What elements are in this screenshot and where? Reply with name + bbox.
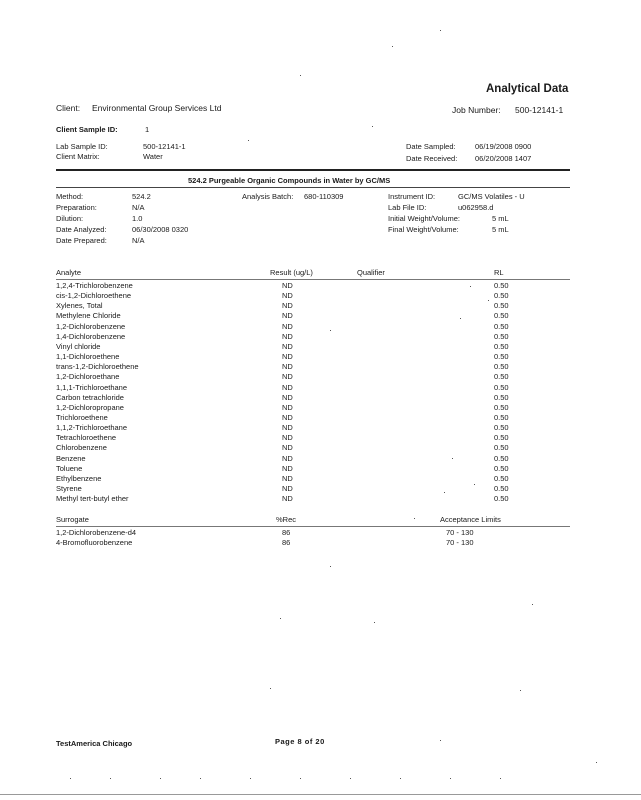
result-header: Result (ug/L) xyxy=(270,268,313,277)
analyte-cell: Styrene xyxy=(56,484,82,493)
scan-edge-line xyxy=(0,794,641,795)
rl-cell: 0.50 xyxy=(494,392,509,402)
rl-cell: 0.50 xyxy=(494,362,509,372)
date-prepared-label: Date Prepared: xyxy=(56,236,107,245)
result-cell: ND xyxy=(282,463,293,473)
date-sampled-value: 06/19/2008 0900 xyxy=(475,142,532,151)
client-label: Client: xyxy=(56,103,81,113)
analysis-batch-label: Analysis Batch: xyxy=(242,192,294,201)
table-row xyxy=(0,455,641,465)
table-row xyxy=(0,444,641,454)
scan-speck xyxy=(414,518,415,519)
scan-speck xyxy=(532,604,533,605)
analysis-batch-value: 680-110309 xyxy=(304,192,344,201)
result-cell: ND xyxy=(282,362,293,372)
analyte-cell: Ethylbenzene xyxy=(56,473,102,483)
analyte-cell: 1,1,2-Trichloroethane xyxy=(56,423,128,433)
rl-cell: 0.50 xyxy=(494,433,509,443)
footer-page-number: Page 8 of 20 xyxy=(275,737,325,746)
scan-speck xyxy=(330,566,331,567)
scan-speck xyxy=(250,778,251,779)
result-cell: ND xyxy=(282,341,293,351)
qualifier-header: Qualifier xyxy=(357,268,385,277)
scan-speck xyxy=(110,778,111,779)
table-row xyxy=(0,384,641,394)
surrogate-header: Surrogate xyxy=(56,515,89,524)
result-cell: ND xyxy=(282,281,293,290)
surrogates-header-rule xyxy=(56,526,570,527)
analyte-cell: Tetrachloroethene xyxy=(56,433,117,443)
table-row xyxy=(0,373,641,383)
rl-cell: 0.50 xyxy=(494,281,509,290)
scan-speck xyxy=(300,75,301,76)
analyte-cell: 1,2-Dichlorobenzene xyxy=(56,321,126,331)
method-label: Method: xyxy=(56,192,84,201)
page-title: Analytical Data xyxy=(486,83,569,95)
job-number-value: 500-12141-1 xyxy=(515,105,564,115)
rl-cell: 0.50 xyxy=(494,443,509,453)
instrument-id-label: Instrument ID: xyxy=(388,192,436,201)
section-title: 524.2 Purgeable Organic Compounds in Water by GC/MS xyxy=(188,176,391,185)
result-cell: ND xyxy=(282,352,293,362)
analyte-cell: Carbon tetrachloride xyxy=(56,392,124,402)
date-received-value: 06/20/2008 1407 xyxy=(475,154,532,163)
lab-sample-id-value: 500-12141-1 xyxy=(143,142,186,151)
section-top-rule xyxy=(56,169,570,171)
rl-cell: 0.50 xyxy=(494,453,509,463)
result-cell: ND xyxy=(282,412,293,422)
lab-sample-id-label: Lab Sample ID: xyxy=(56,142,108,151)
analyte-cell: 1,1-Dichloroethene xyxy=(56,352,120,362)
analyte-cell: Benzene xyxy=(56,453,86,463)
scan-speck xyxy=(440,30,441,31)
analyte-cell: 1,2-Dichloroethane xyxy=(56,372,120,382)
analyte-cell: Toluene xyxy=(56,463,83,473)
lab-file-id-label: Lab File ID: xyxy=(388,203,427,212)
client-sample-id-value: 1 xyxy=(145,125,150,134)
final-weight-label: Final Weight/Volume: xyxy=(388,225,459,234)
dilution-label: Dilution: xyxy=(56,214,84,223)
rl-cell: 0.50 xyxy=(494,423,509,433)
rl-cell: 0.50 xyxy=(494,321,509,331)
rec-cell: 86 xyxy=(282,538,291,547)
rl-cell: 0.50 xyxy=(494,382,509,392)
analyte-cell: 1,2,4-Trichlorobenzene xyxy=(56,281,133,290)
scan-speck xyxy=(200,778,201,779)
rl-cell: 0.50 xyxy=(494,473,509,483)
result-cell: ND xyxy=(282,402,293,412)
client-matrix-label: Client Matrix: xyxy=(56,152,100,161)
scan-speck xyxy=(450,778,451,779)
initial-weight-value: 5 mL xyxy=(492,214,509,223)
table-row xyxy=(0,475,641,485)
rl-cell: 0.50 xyxy=(494,301,509,311)
analyte-cell: 1,1,1-Trichloroethane xyxy=(56,382,128,392)
analyte-cell: Methylene Chloride xyxy=(56,311,121,321)
result-cell: ND xyxy=(282,453,293,463)
date-analyzed-label: Date Analyzed: xyxy=(56,225,107,234)
preparation-label: Preparation: xyxy=(56,203,97,212)
analyte-header: Analyte xyxy=(56,268,82,277)
scan-speck xyxy=(70,778,71,779)
rec-header: %Rec xyxy=(276,515,297,524)
dilution-value: 1.0 xyxy=(132,214,143,223)
rec-cell: 86 xyxy=(282,528,291,537)
result-cell: ND xyxy=(282,484,293,493)
result-cell: ND xyxy=(282,301,293,311)
analyte-cell: Vinyl chloride xyxy=(56,341,101,351)
result-cell: ND xyxy=(282,433,293,443)
analyte-cell: 1,4-Dichlorobenzene xyxy=(56,331,126,341)
preparation-value: N/A xyxy=(132,203,145,212)
limits-cell: 70 - 130 xyxy=(446,538,474,547)
scan-speck xyxy=(488,300,489,301)
scan-speck xyxy=(452,458,453,459)
scan-speck xyxy=(374,622,375,623)
scan-speck xyxy=(350,778,351,779)
rl-cell: 0.50 xyxy=(494,402,509,412)
section-bottom-rule xyxy=(56,187,570,188)
surrogate-cell: 4-Bromofluorobenzene xyxy=(56,538,133,547)
analyte-cell: 1,2-Dichloropropane xyxy=(56,402,124,412)
date-received-label: Date Received: xyxy=(406,154,458,163)
scan-speck xyxy=(330,330,331,331)
client-value: Environmental Group Services Ltd xyxy=(92,103,222,113)
result-cell: ND xyxy=(282,423,293,433)
analyte-cell: Chlorobenzene xyxy=(56,443,107,453)
rl-cell: 0.50 xyxy=(494,341,509,351)
result-cell: ND xyxy=(282,321,293,331)
scan-speck xyxy=(470,286,471,287)
client-matrix-value: Water xyxy=(143,152,163,161)
results-header-rule xyxy=(56,279,570,280)
result-cell: ND xyxy=(282,392,293,402)
result-cell: ND xyxy=(282,382,293,392)
analyte-cell: Trichloroethene xyxy=(56,412,108,422)
surrogate-cell: 1,2-Dichlorobenzene-d4 xyxy=(56,528,137,537)
analyte-cell: Xylenes, Total xyxy=(56,301,103,311)
result-cell: ND xyxy=(282,372,293,382)
rl-cell: 0.50 xyxy=(494,331,509,341)
limits-cell: 70 - 130 xyxy=(446,528,474,537)
scan-speck xyxy=(400,778,401,779)
scan-speck xyxy=(270,688,271,689)
rl-cell: 0.50 xyxy=(494,463,509,473)
client-sample-id-label: Client Sample ID: xyxy=(56,125,118,134)
acceptance-limits-header: Acceptance Limits xyxy=(440,515,501,524)
scan-speck xyxy=(500,778,501,779)
rl-cell: 0.50 xyxy=(494,311,509,321)
result-cell: ND xyxy=(282,473,293,483)
date-sampled-label: Date Sampled: xyxy=(406,142,456,151)
result-cell: ND xyxy=(282,331,293,341)
result-cell: ND xyxy=(282,443,293,453)
date-analyzed-value: 06/30/2008 0320 xyxy=(132,225,189,234)
job-number-label: Job Number: xyxy=(452,105,501,115)
method-value: 524.2 xyxy=(132,192,151,201)
scan-speck xyxy=(248,140,249,141)
analyte-cell: Methyl tert-butyl ether xyxy=(56,494,129,504)
scan-speck xyxy=(460,318,461,319)
rl-cell: 0.50 xyxy=(494,484,509,493)
initial-weight-label: Initial Weight/Volume: xyxy=(388,214,460,223)
scan-speck xyxy=(372,126,373,127)
final-weight-value: 5 mL xyxy=(492,225,509,234)
instrument-id-value: GC/MS Volatiles - U xyxy=(458,192,525,201)
scan-speck xyxy=(300,778,301,779)
lab-file-id-value: u062958.d xyxy=(458,203,494,212)
rl-cell: 0.50 xyxy=(494,412,509,422)
rl-header: RL xyxy=(494,268,504,277)
table-row xyxy=(0,495,641,505)
result-cell: ND xyxy=(282,311,293,321)
scan-speck xyxy=(440,740,441,741)
surrogate-row xyxy=(0,539,641,549)
scan-speck xyxy=(280,618,281,619)
scan-speck xyxy=(444,492,445,493)
rl-cell: 0.50 xyxy=(494,372,509,382)
rl-cell: 0.50 xyxy=(494,352,509,362)
rl-cell: 0.50 xyxy=(494,494,509,504)
date-prepared-value: N/A xyxy=(132,236,145,245)
scan-speck xyxy=(520,690,521,691)
scan-speck xyxy=(160,778,161,779)
scan-speck xyxy=(474,484,475,485)
rl-cell: 0.50 xyxy=(494,291,509,301)
result-cell: ND xyxy=(282,494,293,504)
analyte-cell: trans-1,2-Dichloroethene xyxy=(56,362,139,372)
scan-speck xyxy=(596,762,597,763)
footer-lab-name: TestAmerica Chicago xyxy=(56,739,133,748)
result-cell: ND xyxy=(282,291,293,301)
table-row xyxy=(0,312,641,322)
analyte-cell: cis-1,2-Dichloroethene xyxy=(56,291,132,301)
scan-speck xyxy=(392,46,393,47)
